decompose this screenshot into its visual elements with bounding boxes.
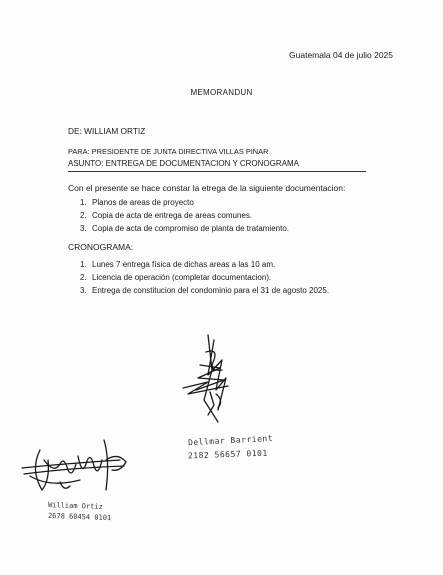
memo-from: DE: WILLIAM ORTIZ — [68, 126, 146, 136]
list-item — [80, 222, 289, 235]
left-signature-image — [20, 430, 135, 500]
list-item-text: Planos de areas de proyecto — [92, 198, 194, 207]
list-item — [80, 284, 329, 297]
right-signature-name: Dellmar Barrient — [187, 433, 274, 448]
memo-title: MEMORANDUN — [190, 88, 253, 97]
list-item-number: 3. — [80, 224, 87, 233]
list-item-text: Licencia de operación (completar documentacion). — [92, 273, 272, 282]
documents-list — [80, 196, 289, 235]
list-item-text: Lunes 7 entrega física de dichas areas a las 10 am. — [92, 260, 276, 269]
list-item-text: Entrega de constitucion del condominio para el 31 de agosto 2025. — [92, 286, 330, 295]
schedule-list — [80, 258, 329, 297]
list-item — [80, 209, 289, 222]
memo-subject: ASUNTO: ENTREGA DE DOCUMENTACION Y CRONOGRAMA — [68, 159, 366, 172]
right-signature-id: 2182 56657 0101 — [187, 448, 268, 461]
list-item-text: Copia de acta de compromiso de planta de tratamiento. — [92, 224, 290, 233]
schedule-title: CRONOGRAMA: — [68, 242, 134, 252]
left-signature-name: William Ortiz — [47, 501, 103, 511]
list-item — [80, 196, 289, 209]
right-signature-image — [178, 330, 248, 425]
list-item-text: Copia de acta de entrega de areas comunes. — [92, 211, 253, 220]
list-item-number: 2. — [80, 273, 87, 282]
list-item — [80, 258, 329, 271]
list-item-number: 1. — [80, 260, 87, 269]
left-signature-id: 2678 60454 0101 — [47, 511, 112, 523]
list-item — [80, 271, 329, 284]
memo-to: PARA: PRESIDENTE DE JUNTA DIRECTIVA VILLAS PINAR — [68, 147, 269, 156]
list-item-number: 3. — [80, 286, 87, 295]
memo-intro: Con el presente se hace constar la etrega de la siguiente documentacion: — [68, 183, 346, 193]
memo-date: Guatemala 04 de julio 2025 — [289, 50, 393, 60]
list-item-number: 2. — [80, 211, 87, 220]
list-item-number: 1. — [80, 198, 87, 207]
